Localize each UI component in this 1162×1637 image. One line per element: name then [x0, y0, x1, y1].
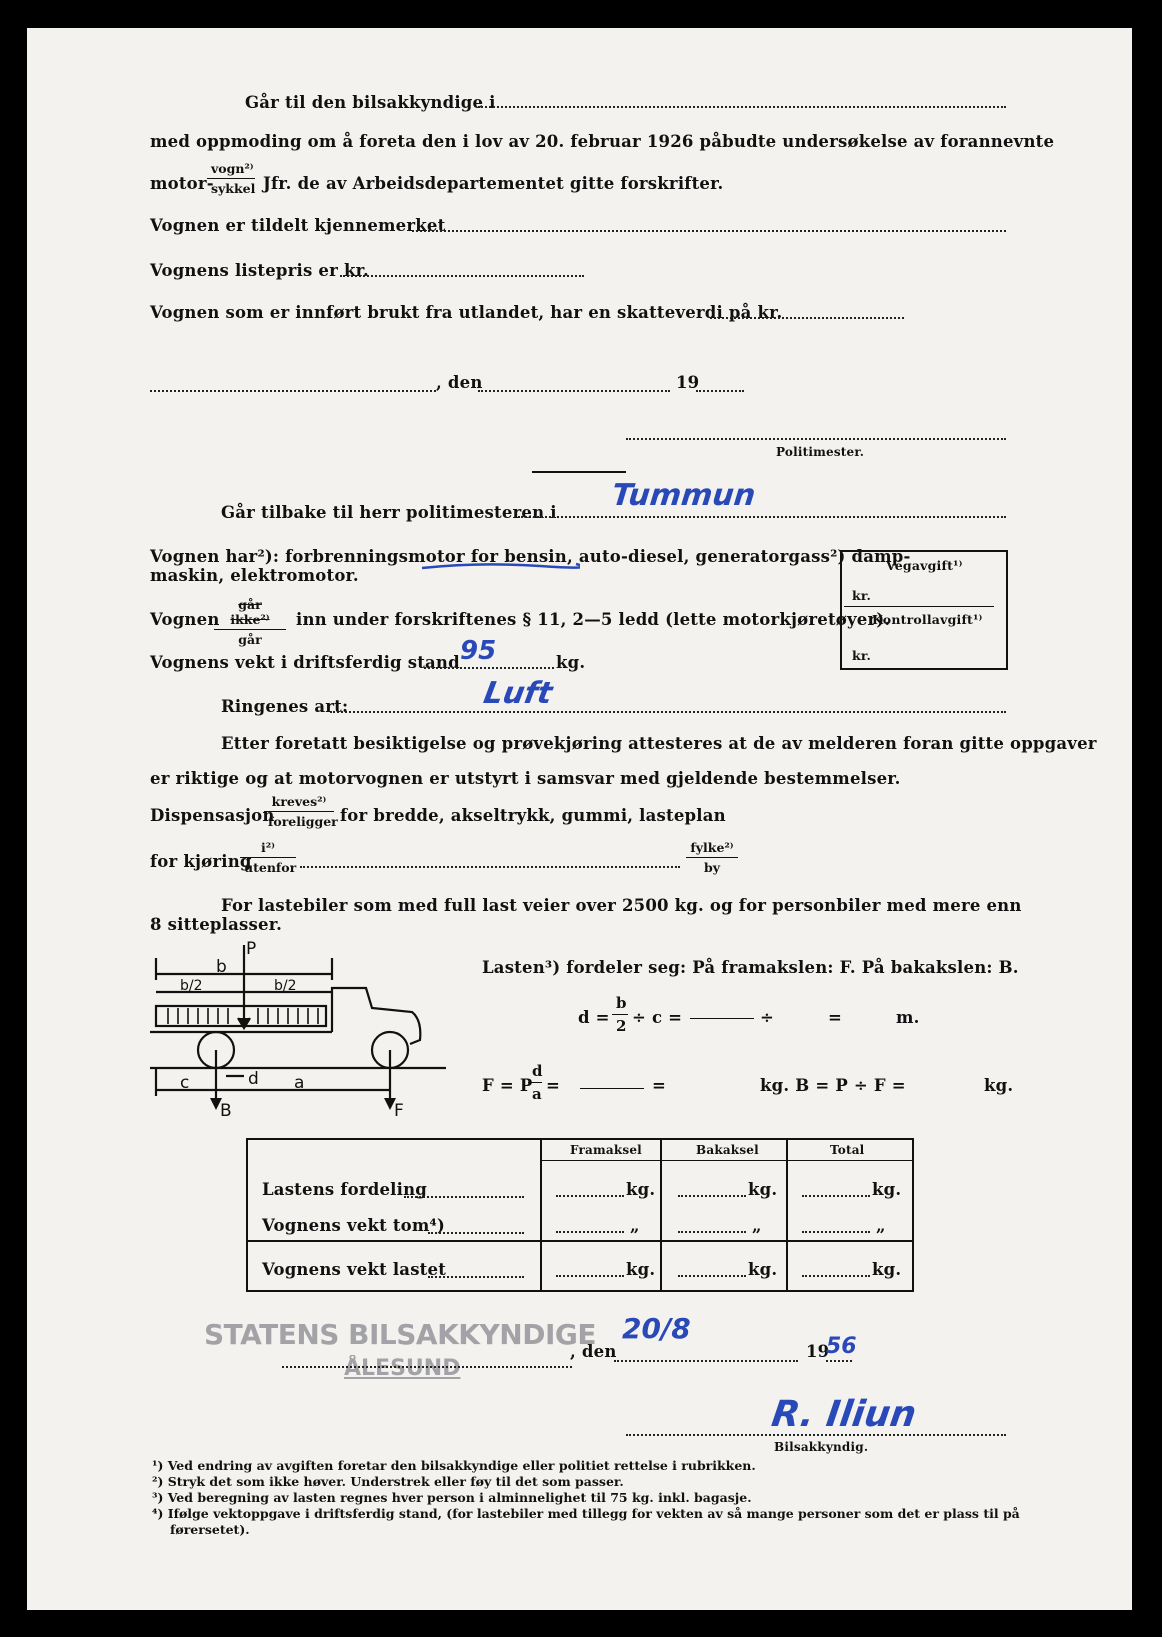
frac-d: d — [532, 1062, 543, 1080]
date-handwritten: 20/8 — [622, 1312, 691, 1345]
dotted-field — [300, 866, 680, 868]
diagram-label-f-axle: F — [394, 1101, 404, 1120]
kreves-fraction — [264, 794, 338, 829]
vegavgift-label: Vegavgift¹⁾ — [886, 558, 963, 573]
d-over-a — [528, 1062, 542, 1103]
vognen-har-line1: Vognen har²): forbrenningsmotor for bensin, auto-diesel, generatorgass²) damp- — [150, 547, 911, 566]
footnote: ³) Ved beregning av lasten regnes hver person i alminnelighet til 75 kg. inkl. bagasje. — [152, 1490, 752, 1505]
dotted-field — [802, 1275, 870, 1277]
forskrift-text: inn under forskriftenes § 11, 2—5 ledd (lette motorkjøretøyer). — [296, 610, 891, 629]
kjennemerket-label: Vognen er tildelt kjennemerket — [150, 216, 446, 235]
place-handwritten: Tummun — [610, 478, 758, 513]
cab — [332, 988, 420, 1044]
dotted-field — [556, 1195, 624, 1197]
lasten-text: Lasten³) fordeler seg: På framakslen: F. På bakakslen: B. — [482, 958, 1019, 977]
row-cell: kg. — [872, 1180, 902, 1199]
dispensasjon-label: Dispensasjon — [150, 806, 275, 825]
dotted-field — [478, 106, 1006, 108]
vekt-unit: kg. — [556, 653, 586, 672]
by: by — [703, 860, 720, 875]
dotted-field — [518, 516, 1006, 518]
official-stamp-city: ÅLESUND — [344, 1356, 461, 1381]
footnote: ⁴) Ifølge vektoppgave i driftsferdig stand, (for lastebiler med tillegg for vekten av så mange personer som det er plass til på — [152, 1506, 1020, 1521]
dotted-field — [614, 1360, 798, 1362]
year-19: 19 — [676, 373, 700, 392]
kr-label: kr. — [852, 588, 872, 603]
dotted-field — [678, 1231, 746, 1233]
diagram-label-p: P — [246, 940, 257, 959]
dotted-leader — [404, 1196, 524, 1198]
fylke: fylke²⁾ — [690, 840, 734, 855]
dotted-leader — [428, 1276, 524, 1278]
b-over-2 — [612, 994, 628, 1035]
dotted-field — [696, 390, 744, 392]
underline-mark — [420, 558, 580, 572]
footnote: ¹) Ved endring av avgiften foretar den bilsakkyndige eller politiet rettelse i rubrikken. — [152, 1458, 756, 1473]
table-row-divider — [246, 1240, 912, 1242]
frac-vogn: vogn²⁾ — [211, 161, 254, 176]
row-cell: kg. — [872, 1260, 902, 1279]
dotted-field — [478, 390, 670, 392]
diagram-label-c: c — [180, 1073, 190, 1093]
kreves: kreves²⁾ — [271, 794, 327, 809]
dotted-field — [282, 1366, 572, 1368]
row-cell: kg. — [626, 1260, 656, 1279]
f-equals-p: F = P — [482, 1076, 533, 1095]
row-label: Lastens fordeling — [262, 1180, 428, 1199]
vekt-label: Vognens vekt i driftsferdig stand — [150, 653, 460, 672]
ringenes-handwritten: Luft — [480, 676, 555, 711]
kr-label-2: kr. — [852, 648, 872, 663]
kontrollavgift-label: Kontrollavgift¹⁾ — [872, 612, 983, 627]
listepris-label: Vognens listepris er kr. — [150, 261, 369, 280]
table-header-divider — [540, 1160, 912, 1161]
bilsakkyndig-label: Bilsakkyndig. — [774, 1440, 869, 1454]
row-label: Vognens vekt tom⁴) — [262, 1216, 445, 1235]
for-kjoring-label: for kjøring — [150, 852, 252, 871]
footnote: ²) Stryk det som ikke høver. Understrek eller føy til det som passer. — [152, 1474, 624, 1489]
lastebiler-line2: 8 sitteplasser. — [150, 915, 283, 934]
dotted-field — [556, 1275, 624, 1277]
i-utenfor-fraction — [240, 840, 296, 875]
row-cell: kg. — [748, 1260, 778, 1279]
kg-unit: kg. — [984, 1076, 1014, 1095]
i-label: i²⁾ — [261, 840, 275, 855]
col-framaksel: Framaksel — [570, 1143, 642, 1157]
gaar-fraction — [214, 597, 286, 647]
vognen-label: Vognen — [150, 610, 220, 629]
attest-line1: Etter foretatt besiktigelse og prøvekjøring attesteres at de av melderen foran gitte oppgaver — [221, 734, 1097, 753]
row-cell: „ — [876, 1216, 886, 1235]
gaar-tilbake-label: Går tilbake til herr politimesteren i — [221, 503, 557, 522]
jfr-text: Jfr. de av Arbeidsdepartementet gitte forskrifter. — [263, 174, 724, 193]
diagram-label-b-axle: B — [220, 1101, 232, 1120]
fylke-by-fraction — [686, 840, 738, 875]
dotted-field — [802, 1195, 870, 1197]
year-handwritten: 56 — [826, 1334, 857, 1359]
section-divider — [532, 471, 626, 473]
dispensasjon-tail: for bredde, akseltrykk, gummi, lasteplan — [340, 806, 726, 825]
gaar-ikke: går ikke²⁾ — [230, 597, 270, 627]
dotted-field — [556, 1231, 624, 1233]
row-cell: kg. — [626, 1180, 656, 1199]
diagram-label-d: d — [248, 1069, 259, 1089]
div-c-eq: ÷ c = — [632, 1008, 683, 1027]
footnote-continued: førersetet). — [170, 1522, 250, 1537]
frac-a: a — [532, 1085, 542, 1103]
utenfor: utenfor — [244, 860, 297, 875]
gaar-til-label: Går til den bilsakkyndige i — [245, 93, 496, 112]
frac-b: b — [616, 994, 627, 1012]
dotted-field — [330, 711, 1006, 713]
d-equals: d = — [578, 1008, 610, 1027]
dotted-field — [678, 1275, 746, 1277]
official-stamp: STATENS BILSAKKYNDIGE — [204, 1318, 596, 1351]
dotted-field — [424, 667, 554, 669]
vogn-sykkel-fraction — [207, 161, 255, 196]
den-label: , den — [436, 373, 483, 392]
signature: R. Iliun — [769, 1394, 919, 1435]
motor-prefix: motor- — [150, 174, 214, 193]
div-sign: ÷ — [760, 1008, 775, 1027]
dotted-leader — [428, 1232, 524, 1234]
politimester-label: Politimester. — [776, 445, 865, 459]
dotted-field — [412, 230, 1006, 232]
diagram-label-half-b-2: b/2 — [274, 978, 297, 994]
kg-b-equals: kg. B = P ÷ F = — [760, 1076, 906, 1095]
formula-blank — [690, 1018, 754, 1019]
dotted-field — [710, 317, 904, 319]
truck-load-diagram — [150, 940, 450, 1120]
foreligger: foreligger — [268, 814, 338, 829]
dotted-field — [340, 275, 584, 277]
col-bakaksel: Bakaksel — [696, 1143, 759, 1157]
eq-sign: = — [828, 1008, 843, 1027]
m-unit: m. — [896, 1008, 920, 1027]
dotted-field — [626, 438, 1006, 440]
diagram-label-half-b: b/2 — [180, 978, 203, 994]
eq-sign-3: = — [652, 1076, 667, 1095]
year-prefix: 19 — [806, 1342, 830, 1361]
den-label: , den — [570, 1342, 617, 1361]
vognen-har-line2: maskin, elektromotor. — [150, 566, 359, 585]
eq-sign-2: = — [546, 1076, 561, 1095]
diagram-label-b: b — [216, 957, 227, 977]
row-cell: „ — [630, 1216, 640, 1235]
skatteverdi-label: Vognen som er innført brukt fra utlandet, har en skatteverdi på kr. — [150, 303, 783, 322]
row-cell: „ — [752, 1216, 762, 1235]
dotted-field — [678, 1195, 746, 1197]
row-label: Vognens vekt lastet — [262, 1260, 447, 1279]
diagram-label-a: a — [294, 1073, 305, 1093]
attest-line2: er riktige og at motorvognen er utstyrt i samsvar med gjeldende bestemmelser. — [150, 769, 901, 788]
ringenes-label: Ringenes art: — [221, 697, 349, 716]
frac-two: 2 — [616, 1017, 627, 1035]
vekt-handwritten: 95 — [460, 636, 497, 666]
dotted-field — [826, 1360, 852, 1362]
dotted-field — [150, 390, 436, 392]
dotted-field — [802, 1231, 870, 1233]
gaar: går — [238, 632, 262, 647]
col-total: Total — [830, 1143, 865, 1157]
frac-sykkel: sykkel — [211, 181, 256, 196]
row-cell: kg. — [748, 1180, 778, 1199]
lastebiler-line1: For lastebiler som med full last veier over 2500 kg. og for personbiler med mere enn — [221, 896, 1022, 915]
formula-blank — [580, 1088, 644, 1089]
oppmoding-text: med oppmoding om å foreta den i lov av 20. februar 1926 påbudte undersøkelse av forannevnte — [150, 132, 1055, 151]
box-divider — [844, 606, 994, 607]
